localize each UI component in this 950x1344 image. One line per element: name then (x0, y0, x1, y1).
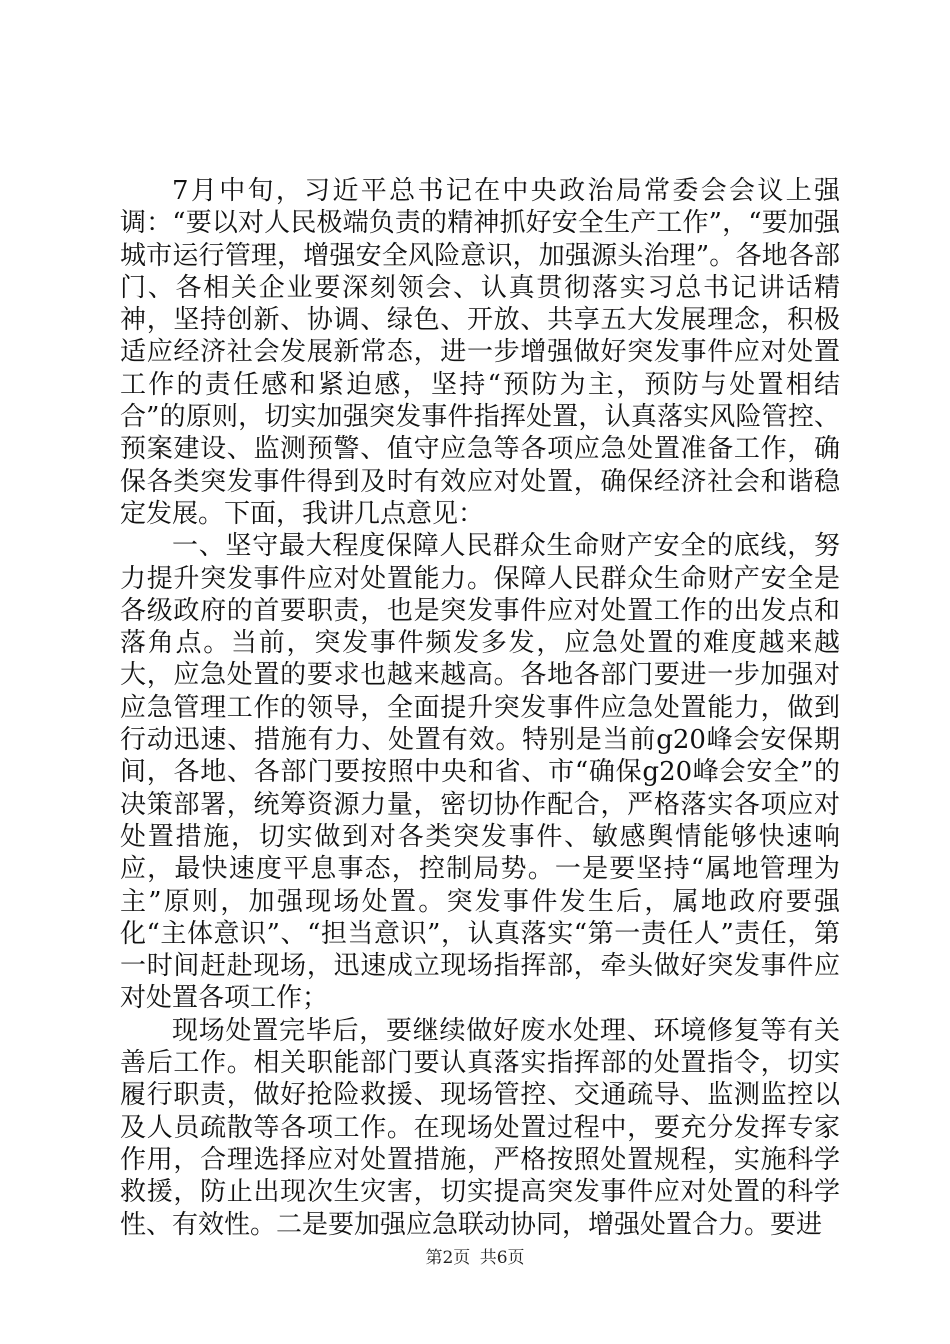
paragraph-1: 7月中旬，习近平总书记在中央政治局常委会会议上强调：“要以对人民极端负责的精神抓好安全生产工作”，“要加强城市运行管理，增强安全风险意识，加强源头治理”。各地各部门、各相关企业要深刻领会、认真贯彻落实习总书记讲话精神，坚持创新、协调、绿色、开放、共享五大发展理念，积极适应经济社会发展新常态，进一步增强做好突发事件应对处置工作的责任感和紧迫感，坚持“预防为主，预防与处置相结合”的原则，切实加强突发事件指挥处置，认真落实风险管控、预案建设、监测预警、值守应急等各项应急处置准备工作，确保各类突发事件得到及时有效应对处置，确保经济社会和谐稳定发展。下面，我讲几点意见： (120, 176, 840, 529)
page-footer (0, 1243, 950, 1268)
paragraph-2: 一、坚守最大程度保障人民群众生命财产安全的底线，努力提升突发事件应对处置能力。保障人民群众生命财产安全是各级政府的首要职责，也是突发事件应对处置工作的出发点和落角点。当前，突发事件频发多发，应急处置的难度越来越大，应急处置的要求也越来越高。各地各部门要进一步加强对应急管理工作的领导，全面提升突发事件应急处置能力，做到行动迅速、措施有力、处置有效。特别是当前g20峰会安保期间，各地、各部门要按照中央和省、市“确保g20峰会安全”的决策部署，统筹资源力量，密切协作配合，严格落实各项应对处置措施，切实做到对各类突发事件、敏感舆情能够快速响应，最快速度平息事态，控制局势。一是要坚持“属地管理为主”原则，加强现场处置。突发事件发生后，属地政府要强化“主体意识”、“担当意识”，认真落实“第一责任人”责任，第一时间赶赴现场，迅速成立现场指挥部，牵头做好突发事件应对处置各项工作； (120, 531, 840, 1014)
paragraph-3: 现场处置完毕后，要继续做好废水处理、环境修复等有关善后工作。相关职能部门要认真落实指挥部的处置指令，切实履行职责，做好抢险救援、现场管控、交通疏导、监测监控以及人员疏散等各项工作。在现场处置过程中，要充分发挥专家作用，合理选择应对处置措施，严格按照处置规程，实施科学救援，防止出现次生灾害，切实提高突发事件应对处置的科学性、有效性。二是要加强应急联动协同，增强处置合力。要进 (120, 1015, 840, 1240)
page-number-current: 第2页 (425, 1248, 471, 1268)
document-body (120, 175, 840, 1241)
page-number-total: 共6页 (479, 1248, 525, 1268)
